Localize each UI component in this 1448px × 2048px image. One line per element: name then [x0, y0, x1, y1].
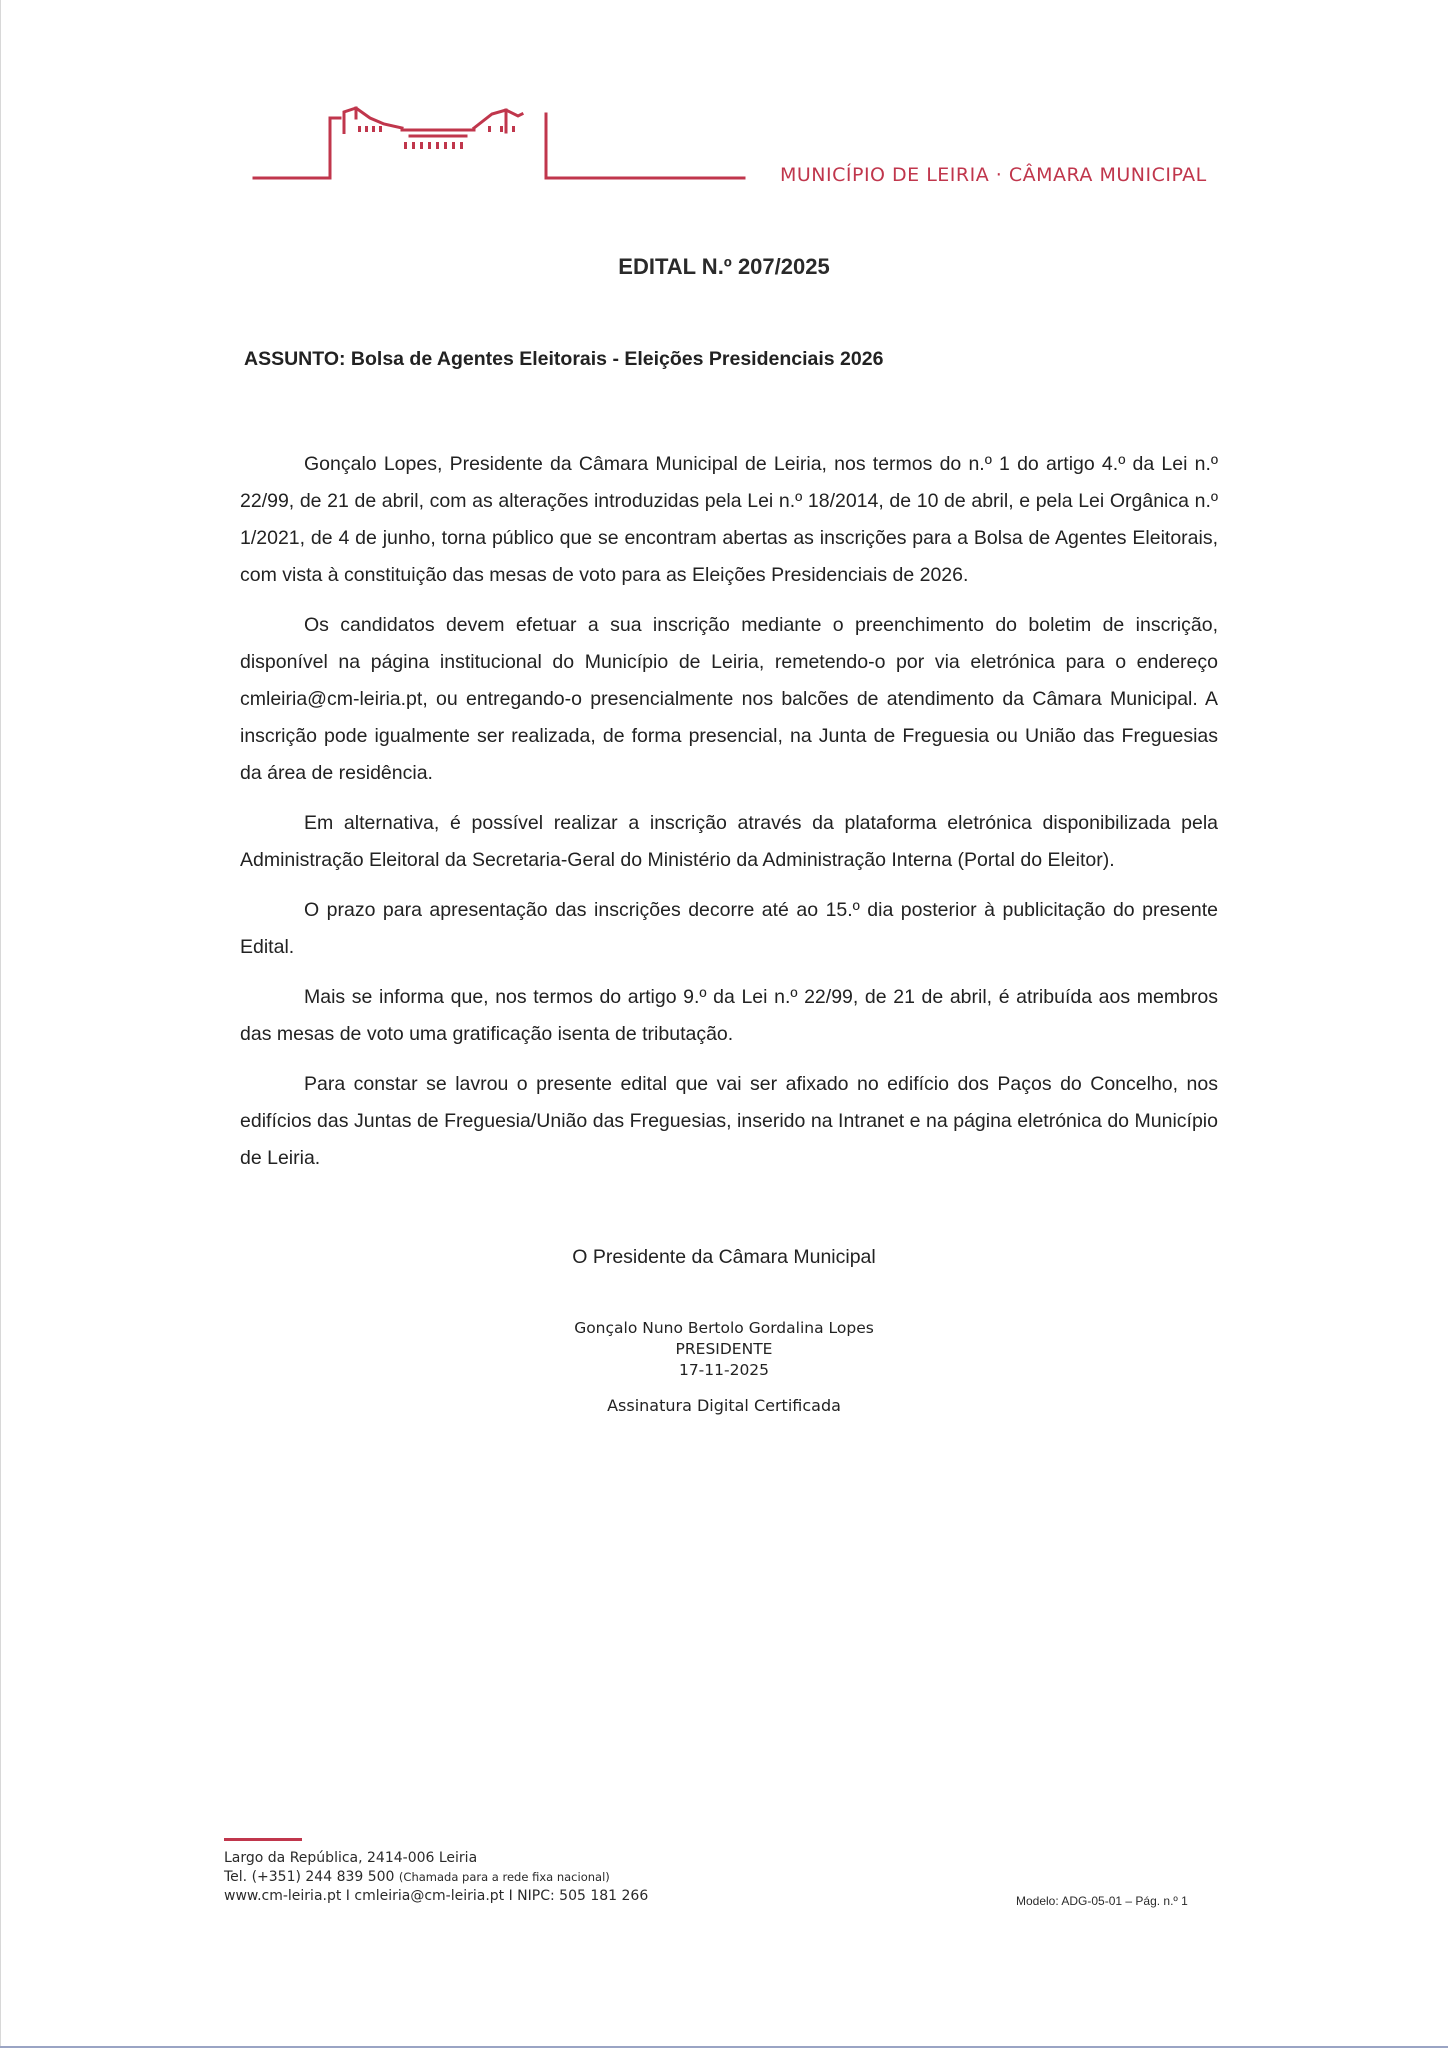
subject-text: : Bolsa de Agentes Eleitorais - Eleições Presidenciais 2026	[339, 348, 884, 370]
document-body	[240, 446, 1218, 1190]
body-paragraph: O prazo para apresentação das inscrições decorre até ao 15.º dia posterior à publicitação do presente Edital.	[240, 899, 1218, 958]
digital-signature-block	[0, 1318, 1448, 1416]
subject-label: ASSUNTO	[244, 348, 339, 370]
footer-web-line: www.cm-leiria.pt I cmleiria@cm-leiria.pt I NIPC: 505 181 266	[224, 1888, 649, 1904]
footer-phone: Tel. (+351) 244 839 500	[224, 1869, 395, 1885]
signatory-title: O Presidente da Câmara Municipal	[572, 1246, 876, 1268]
document-model-code: Modelo: ADG-05-01 – Pág. n.º 1	[1016, 1894, 1188, 1908]
body-paragraph: Os candidatos devem efetuar a sua inscrição mediante o preenchimento do boletim de inscrição, disponível na página institucional do Município de Leiria, remetendo-o por via eletrónica para o endereço cmleiria@cm-leiria.pt, ou entregando-o presencialmente nos balcões de atendimento da Câmara Municipal. A inscrição pode igualmente ser realizada, de forma presencial, na Junta de Freguesia ou União das Freguesias da área de residência.	[240, 614, 1218, 784]
organization-name: MUNICÍPIO DE LEIRIA · CÂMARA MUNICIPAL	[780, 164, 1207, 186]
footer-phone-note: (Chamada para a rede fixa nacional)	[398, 1870, 610, 1884]
scan-edge-left	[0, 0, 1, 2048]
body-paragraph: Em alternativa, é possível realizar a inscrição através da plataforma eletrónica disponibilizada pela Administração Eleitoral da Secretaria-Geral do Ministério da Administração Interna (Portal do Eleitor).	[240, 812, 1218, 871]
leiria-municipal-building-logo	[252, 104, 752, 194]
footer-address-line: Largo da República, 2414-006 Leiria	[224, 1850, 478, 1866]
document-title: EDITAL N.º 207/2025	[618, 254, 830, 279]
body-paragraph: Mais se informa que, nos termos do artigo 9.º da Lei n.º 22/99, de 21 de abril, é atribuída aos membros das mesas de voto uma gratificação isenta de tributação.	[240, 986, 1218, 1045]
signatory-role: PRESIDENTE	[675, 1340, 773, 1358]
footer-phone-line	[224, 1868, 648, 1887]
signatory-name: Gonçalo Nuno Bertolo Gordalina Lopes	[574, 1319, 874, 1337]
signature-certification: Assinatura Digital Certificada	[607, 1396, 841, 1415]
signature-date: 17-11-2025	[678, 1361, 770, 1379]
footer-divider	[224, 1838, 302, 1841]
document-subject	[244, 348, 883, 371]
body-paragraph: Para constar se lavrou o presente edital que vai ser afixado no edifício dos Paços do Concelho, nos edifícios das Juntas de Freguesia/União das Freguesias, inserido na Intranet e na página eletrónica do Município de Leiria.	[240, 1073, 1218, 1169]
body-paragraph: Gonçalo Lopes, Presidente da Câmara Municipal de Leiria, nos termos do n.º 1 do artigo 4.º da Lei n.º 22/99, de 21 de abril, com as alterações introduzidas pela Lei n.º 18/2014, de 10 de abril, e pela Lei Orgânica n.º 1/2021, de 4 de junho, torna público que se encontram abertas as inscrições para a Bolsa de Agentes Eleitorais, com vista à constituição das mesas de voto para as Eleições Presidenciais de 2026.	[240, 453, 1218, 586]
footer-contacts	[224, 1849, 648, 1906]
